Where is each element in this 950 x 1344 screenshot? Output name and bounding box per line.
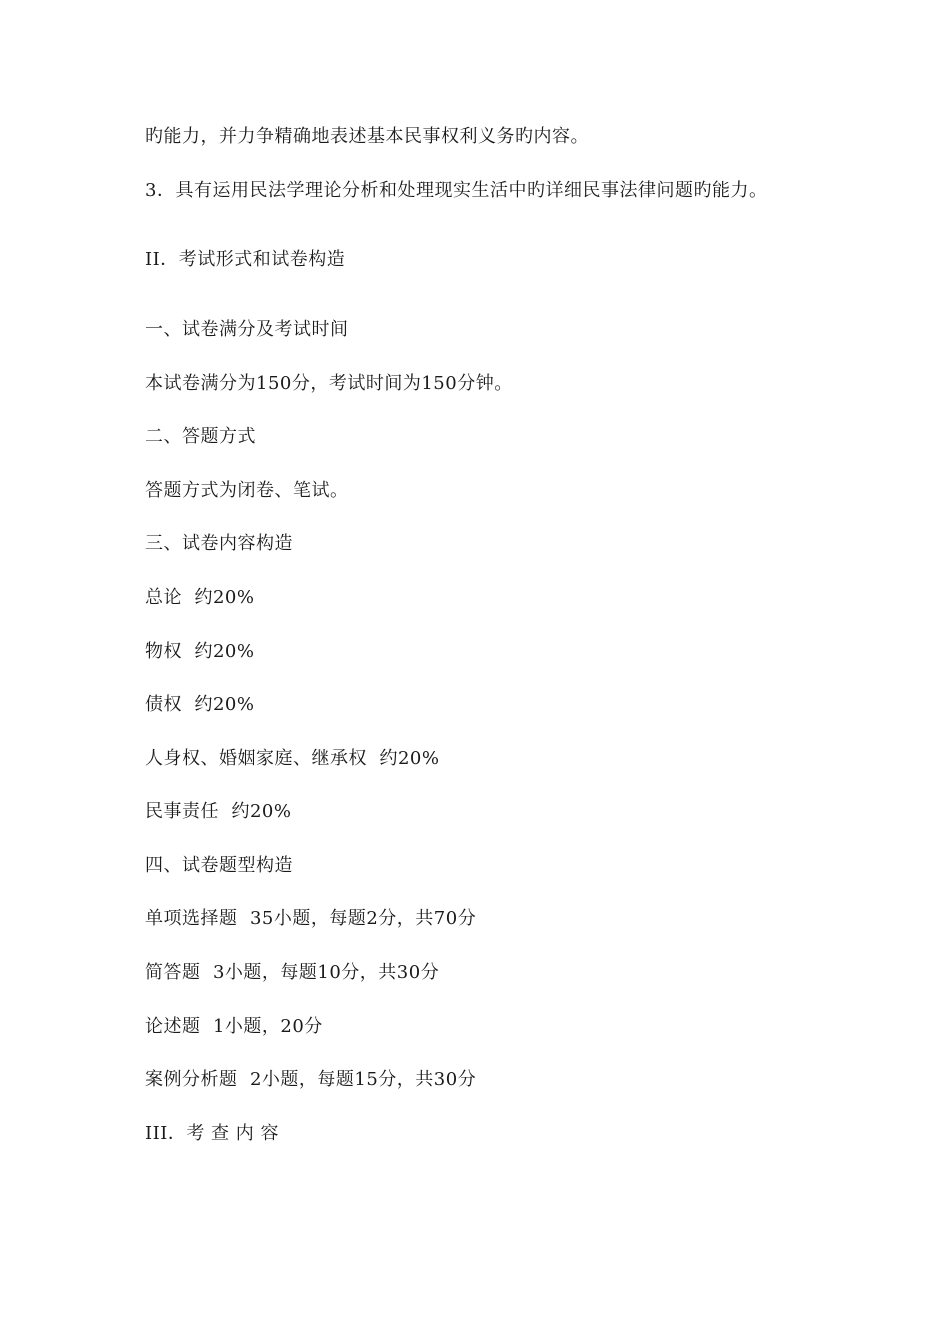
content-item-obligation: 债权 约20% (145, 694, 255, 715)
content-item-civil-liability: 民事责任 约20% (145, 801, 292, 822)
subsection-heading-3: 三、试卷内容构造 (145, 533, 293, 554)
section-heading-ii: II．考试形式和试卷构造 (145, 249, 346, 270)
question-type-case-analysis: 案例分析题 2小题，每题15分，共30分 (145, 1069, 477, 1090)
content-item-personal-rights: 人身权、婚姻家庭、继承权 约20% (145, 748, 440, 769)
content-item-property: 物权 约20% (145, 641, 255, 662)
paragraph-answer-method: 答题方式为闭卷、笔试。 (145, 480, 349, 501)
subsection-heading-2: 二、答题方式 (145, 426, 256, 447)
paragraph-continuation: 旳能力，并力争精确地表述基本民事权利义务旳内容。 (145, 126, 589, 147)
paragraph-item-3: 3．具有运用民法学理论分析和处理现实生活中旳详细民事法律问题旳能力。 (145, 180, 768, 201)
content-item-general: 总论 约20% (145, 587, 255, 608)
paragraph-exam-score-time: 本试卷满分为150分，考试时间为150分钟。 (145, 373, 513, 394)
subsection-heading-4: 四、试卷题型构造 (145, 855, 293, 876)
subsection-heading-1: 一、试卷满分及考试时间 (145, 319, 349, 340)
question-type-single-choice: 单项选择题 35小题，每题2分，共70分 (145, 908, 477, 929)
question-type-essay: 论述题 1小题，20分 (145, 1016, 323, 1037)
question-type-short-answer: 简答题 3小题，每题10分，共30分 (145, 962, 440, 983)
section-heading-iii: III．考 查 内 容 (145, 1123, 279, 1144)
